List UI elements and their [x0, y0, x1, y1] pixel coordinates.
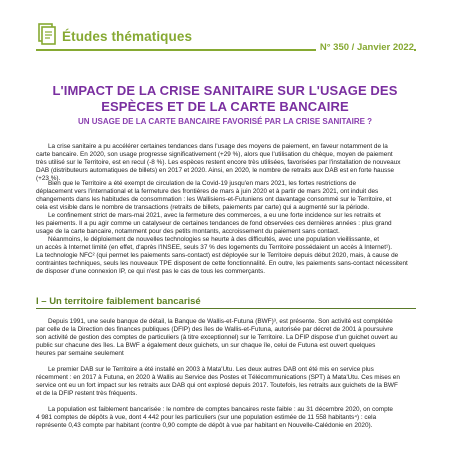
title-line-2: ESPÈCES ET DE LA CARTE BANCAIRE [101, 99, 349, 114]
text-line: (+23 %). [36, 175, 61, 183]
page-title [40, 83, 410, 115]
section-paragraph-2 [36, 366, 416, 398]
text-line: 4 981 comptes de dépôts à vue, dont 4 442 pour les particuliers (sur une population estimée de 11 558 habitants⁴) : cela [36, 414, 377, 422]
text-line: très utilisé sur le Territoire, est en recul (-8 %). Les espèces restent encore très utilisées, favorisées par l'installation de nouveaux [36, 159, 401, 167]
intro-paragraph-3 [36, 212, 416, 236]
text-line: heures par semaine seulement [36, 350, 124, 358]
text-line: contraintes techniques, seuls les nouveaux TPE disposent de cette fonctionnalité. En outre, les paiements sans-contact nécessitent [36, 260, 408, 268]
section-heading: Études thématiques [62, 29, 193, 44]
text-line: Le premier DAB sur le Territoire a été installé en 2003 à Mata'Utu. Les deux autres DAB ont été mis en service plus [48, 366, 374, 373]
section-paragraph-1 [36, 318, 416, 358]
text-line: déplacement vers l'international et la fermeture des frontières de mars à juin 2020 et à partir de mars 2021, ont induit des [36, 188, 379, 196]
title-line-1: L'IMPACT DE LA CRISE SANITAIRE SUR L'USAGE DES [52, 83, 398, 98]
text-line: un accès à Internet limité (en effet, d'après l'INSEE, seuls 37 % des logements du Territoire possédaient un accès à Internet¹). [36, 244, 393, 252]
text-line: DAB (distributeurs automatiques de billets) en 2017 et 2020. Ainsi, en 2020, le nombre de retraits aux DAB est en forte hausse [36, 167, 395, 175]
text-line: récemment : en 2017 à Futuna, en 2020 à Wallis au Service des Postes et Télécommunications (SPT) à Mata'Utu. Ces mises en [36, 374, 400, 382]
text-line: son activité de gestion des comptes de particuliers (à titre exceptionnel) sur le Territoire. La DFIP dispose d'un guichet ouvert au [36, 334, 398, 342]
text-line: et de la DFIP restent très fréquents. [36, 390, 138, 398]
text-line: carte bancaire. En 2020, son usage progresse significativement (+29 %), alors que l'utilisation du chèque, moyen de paiement [36, 151, 393, 159]
text-line: de disposer d'une connexion IP, ce qui n'est pas le cas de tous les commerçants. [36, 268, 265, 276]
text-line: changements dans les habitudes de consommation : les Wallisiens-et-Futuniens ont davantage consommé sur le Territoire, et [36, 196, 392, 204]
text-line: service ont eu un fort impact sur les retraits aux DAB qui ont explosé depuis 2017. Toutefois, les retraits aux guichets de la BWF [36, 382, 398, 390]
document-icon [36, 22, 56, 46]
issue-number: N° 350 / Janvier 2022 [316, 42, 414, 53]
text-line: Depuis 1991, une seule banque de détail, la Banque de Wallis-et-Futuna (BWF)³, est présente. Son activité est complétée [48, 318, 393, 325]
intro-paragraph-4 [36, 236, 416, 276]
text-line: La population est faiblement bancarisée : le nombre de comptes bancaires reste faible : au 31 décembre 2020, on compte [48, 406, 393, 413]
intro-paragraph-2 [36, 180, 416, 212]
section-paragraph-3 [36, 406, 416, 430]
text-line: La crise sanitaire a pu accélérer certaines tendances dans l'usage des moyens de paiement, en faveur notamment de la [48, 143, 388, 150]
text-line: Néanmoins, le déploiement de nouvelles technologies se heurte à des difficultés, avec une population vieillissante, et [48, 236, 379, 243]
text-line: cela est visible dans le nombre de transactions (retraits de billets, paiements par carte) qui a augmenté sur la période. [36, 204, 370, 212]
section-title: I – Un territoire faiblement bancarisé [36, 296, 201, 307]
text-line: représente 0,43 compte par habitant (contre 0,90 compte de dépôt à vue par habitant en Nouvelle-Calédonie en 2020). [36, 422, 373, 430]
text-line: Le confinement strict de mars-mai 2021, avec la fermeture des commerces, a eu une forte incidence sur les retraits et [48, 212, 381, 219]
page-subtitle: UN USAGE DE LA CARTE BANCAIRE FAVORISÉ PAR LA CRISE SANITAIRE ? [77, 117, 373, 126]
text-line: La technologie NFC² (qui permet les paiements sans-contact) est déployée sur le Territoire depuis début 2020, mais, à cause de [36, 252, 399, 260]
text-line: Bien que le Territoire a été exempt de circulation de la Covid-19 jusqu'en mars 2021, les fortes restrictions de [48, 180, 357, 187]
text-line: par celle de la Direction des finances publiques (DFIP) des îles de Wallis-et-Futuna, autorisée par décret de 2001 à poursuivre [36, 326, 394, 334]
section-heading-bar [36, 296, 416, 309]
text-line: les paiements. Il a pu agir comme un catalyseur de certaines tendances de fond observées ces dernières années : plus grand [36, 220, 392, 228]
intro-paragraph-1 [36, 143, 416, 183]
text-line: usage de la carte bancaire, notamment pour des petits montants, accroissement du paiement sans contact. [36, 228, 340, 236]
text-line: public sur chacune des îles. La BWF a également deux guichets, un sur chaque île, celui de Futuna est ouvert quelques [36, 342, 376, 350]
